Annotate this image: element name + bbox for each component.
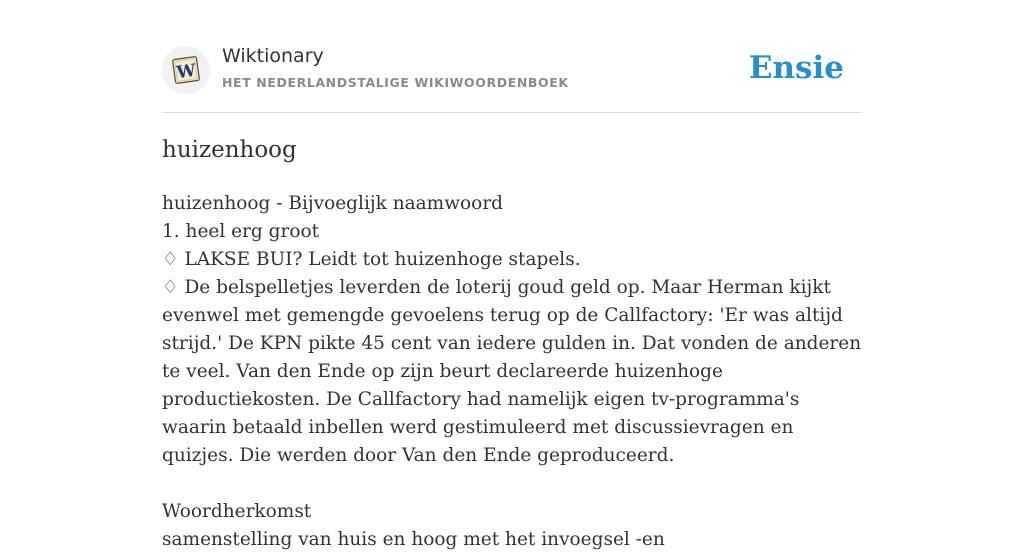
wiktionary-logo-icon[interactable]	[162, 46, 210, 94]
site-header	[162, 0, 862, 113]
site-tagline: HET NEDERLANDSTALIGE WIKIWOORDENBOEK	[222, 75, 569, 90]
page-title: huizenhoog	[162, 137, 297, 163]
etymology-heading: Woordherkomst	[162, 501, 312, 522]
entry-definition: 1. heel erg groot	[162, 221, 320, 242]
etymology-text: samenstelling van huis en hoog met het invoegsel -en	[162, 529, 665, 550]
entry-content	[162, 190, 862, 554]
page-container	[162, 0, 862, 550]
example-sentence: ♢ De belspelletjes leverden de loterij goud geld op. Maar Herman kijkt evenwel met gemengde gevoelens terug op de Callfactory: 'Er was altijd strijd.' De KPN pikte 45 cent van iedere gulden in. Dat vonden de anderen te veel. Van den Ende op zijn beurt declareerde huizenhoge productiekosten. De Callfactory had namelijk eigen tv-programma's waarin betaald inbellen werd gestimuleerd met discussievragen en quizjes. Die werden door Van den Ende geproduceerd.	[162, 277, 862, 466]
entry-heading: huizenhoog - Bijvoeglijk naamwoord	[162, 193, 504, 214]
svg-text:W: W	[175, 60, 198, 84]
example-sentence: ♢ LAKSE BUI? Leidt tot huizenhoge stapels.	[162, 249, 581, 270]
ensie-brand-logo[interactable]: Ensie	[748, 50, 844, 86]
spacer	[162, 470, 862, 498]
site-name[interactable]: Wiktionary	[222, 45, 324, 67]
